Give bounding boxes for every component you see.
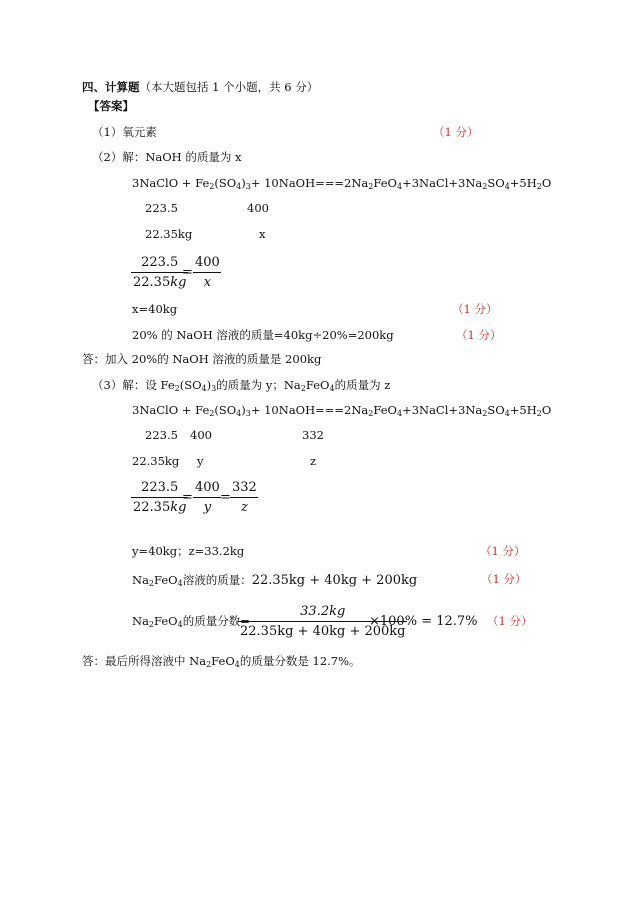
part3-molar-mass-fe2so43: 400 [190,428,212,442]
part3-mass-naclo: 22.35kg [132,454,180,468]
part2-fraction-right: $\frac{400}{x}$ [195,255,220,290]
part3-fraction-right: $\frac{332}{z}$ [232,480,257,515]
part3-mass-y: y [197,454,204,468]
part3-mass-fraction: $\frac{33.2kg}{22.35kg + 40kg + 200kg}$ [240,604,406,639]
part3-answer: 答：最后所得溶液中 $Na_2FeO_4$的质量分数是 12.7%。 [82,654,361,669]
section-heading [82,82,318,94]
part3-molar-mass-na2feo4: 332 [302,428,324,442]
part1-points: （1 分） [433,125,479,139]
part1-label: （1）氧元素 [92,125,157,139]
section-title: 四、计算题 [82,80,140,94]
part3-fraction-left: $\frac{223.5}{22.35kg}$ [133,480,187,515]
part2-answer: 答：加入 20%的 NaOH 溶液的质量是 200kg [82,352,322,366]
part3-intro: （3）解：设 $Fe_2(SO_4)_3$的质量为 y；$Na_2FeO_4$的质量为 z [92,378,391,393]
part3-mass-fraction-result: ×100% = 12.7% [369,614,478,629]
part3-fraction-equals-1: = [182,490,193,505]
part3-equation: 3NaClO + $Fe_2(SO_4)_3+$ $10NaOH===2Na_2FeO_4+3NaCl+3Na_2SO_4+5H_2O$ [132,403,552,418]
part2-equation: 3NaClO + $Fe_2(SO_4)_3+$ $10NaOH===2Na_2FeO_4+3NaCl+3Na_2SO_4+5H_2O$ [132,176,552,191]
part3-solution-mass: $Na_2FeO_4$溶液的质量：22.35kg + 40kg + 200kg [132,573,418,588]
part2-result: x=40kg [132,302,178,316]
part2-solution-points: （1 分） [456,328,502,342]
part3-mass-z: z [310,454,317,468]
answer-tag: 【答案】 [88,99,134,113]
part2-result-points: （1 分） [452,302,498,316]
part3-fraction-middle: $\frac{400}{y}$ [195,480,220,515]
part3-result: y=40kg；z=33.2kg [132,544,245,558]
part2-solution: 20% 的 NaOH 溶液的质量=40kg÷20%=200kg [132,328,394,342]
section-note: （本大题包括 1 个小题，共 6 分） [139,80,319,94]
part3-result-points: （1 分） [480,544,526,558]
part3-mass-fraction-points: （1 分） [487,614,533,628]
part3-molar-mass-naclo: 223.5 [145,428,178,442]
part2-intro: （2）解：NaOH 的质量为 x [92,150,242,164]
part2-mass-naoh: x [259,227,266,241]
part2-mass-naclo: 22.35kg [145,227,193,241]
part3-mass-fraction-label: $Na_2FeO_4$的质量分数= [132,614,250,629]
part2-fraction-left: $\frac{223.5}{22.35kg}$ [133,255,187,290]
part3-fraction-equals-2: = [220,490,231,505]
part2-fraction-equals: = [182,265,193,280]
part2-molar-mass-naclo: 223.5 [145,201,178,215]
part3-solution-mass-points: （1 分） [481,572,527,586]
part2-molar-mass-naoh: 400 [247,201,269,215]
